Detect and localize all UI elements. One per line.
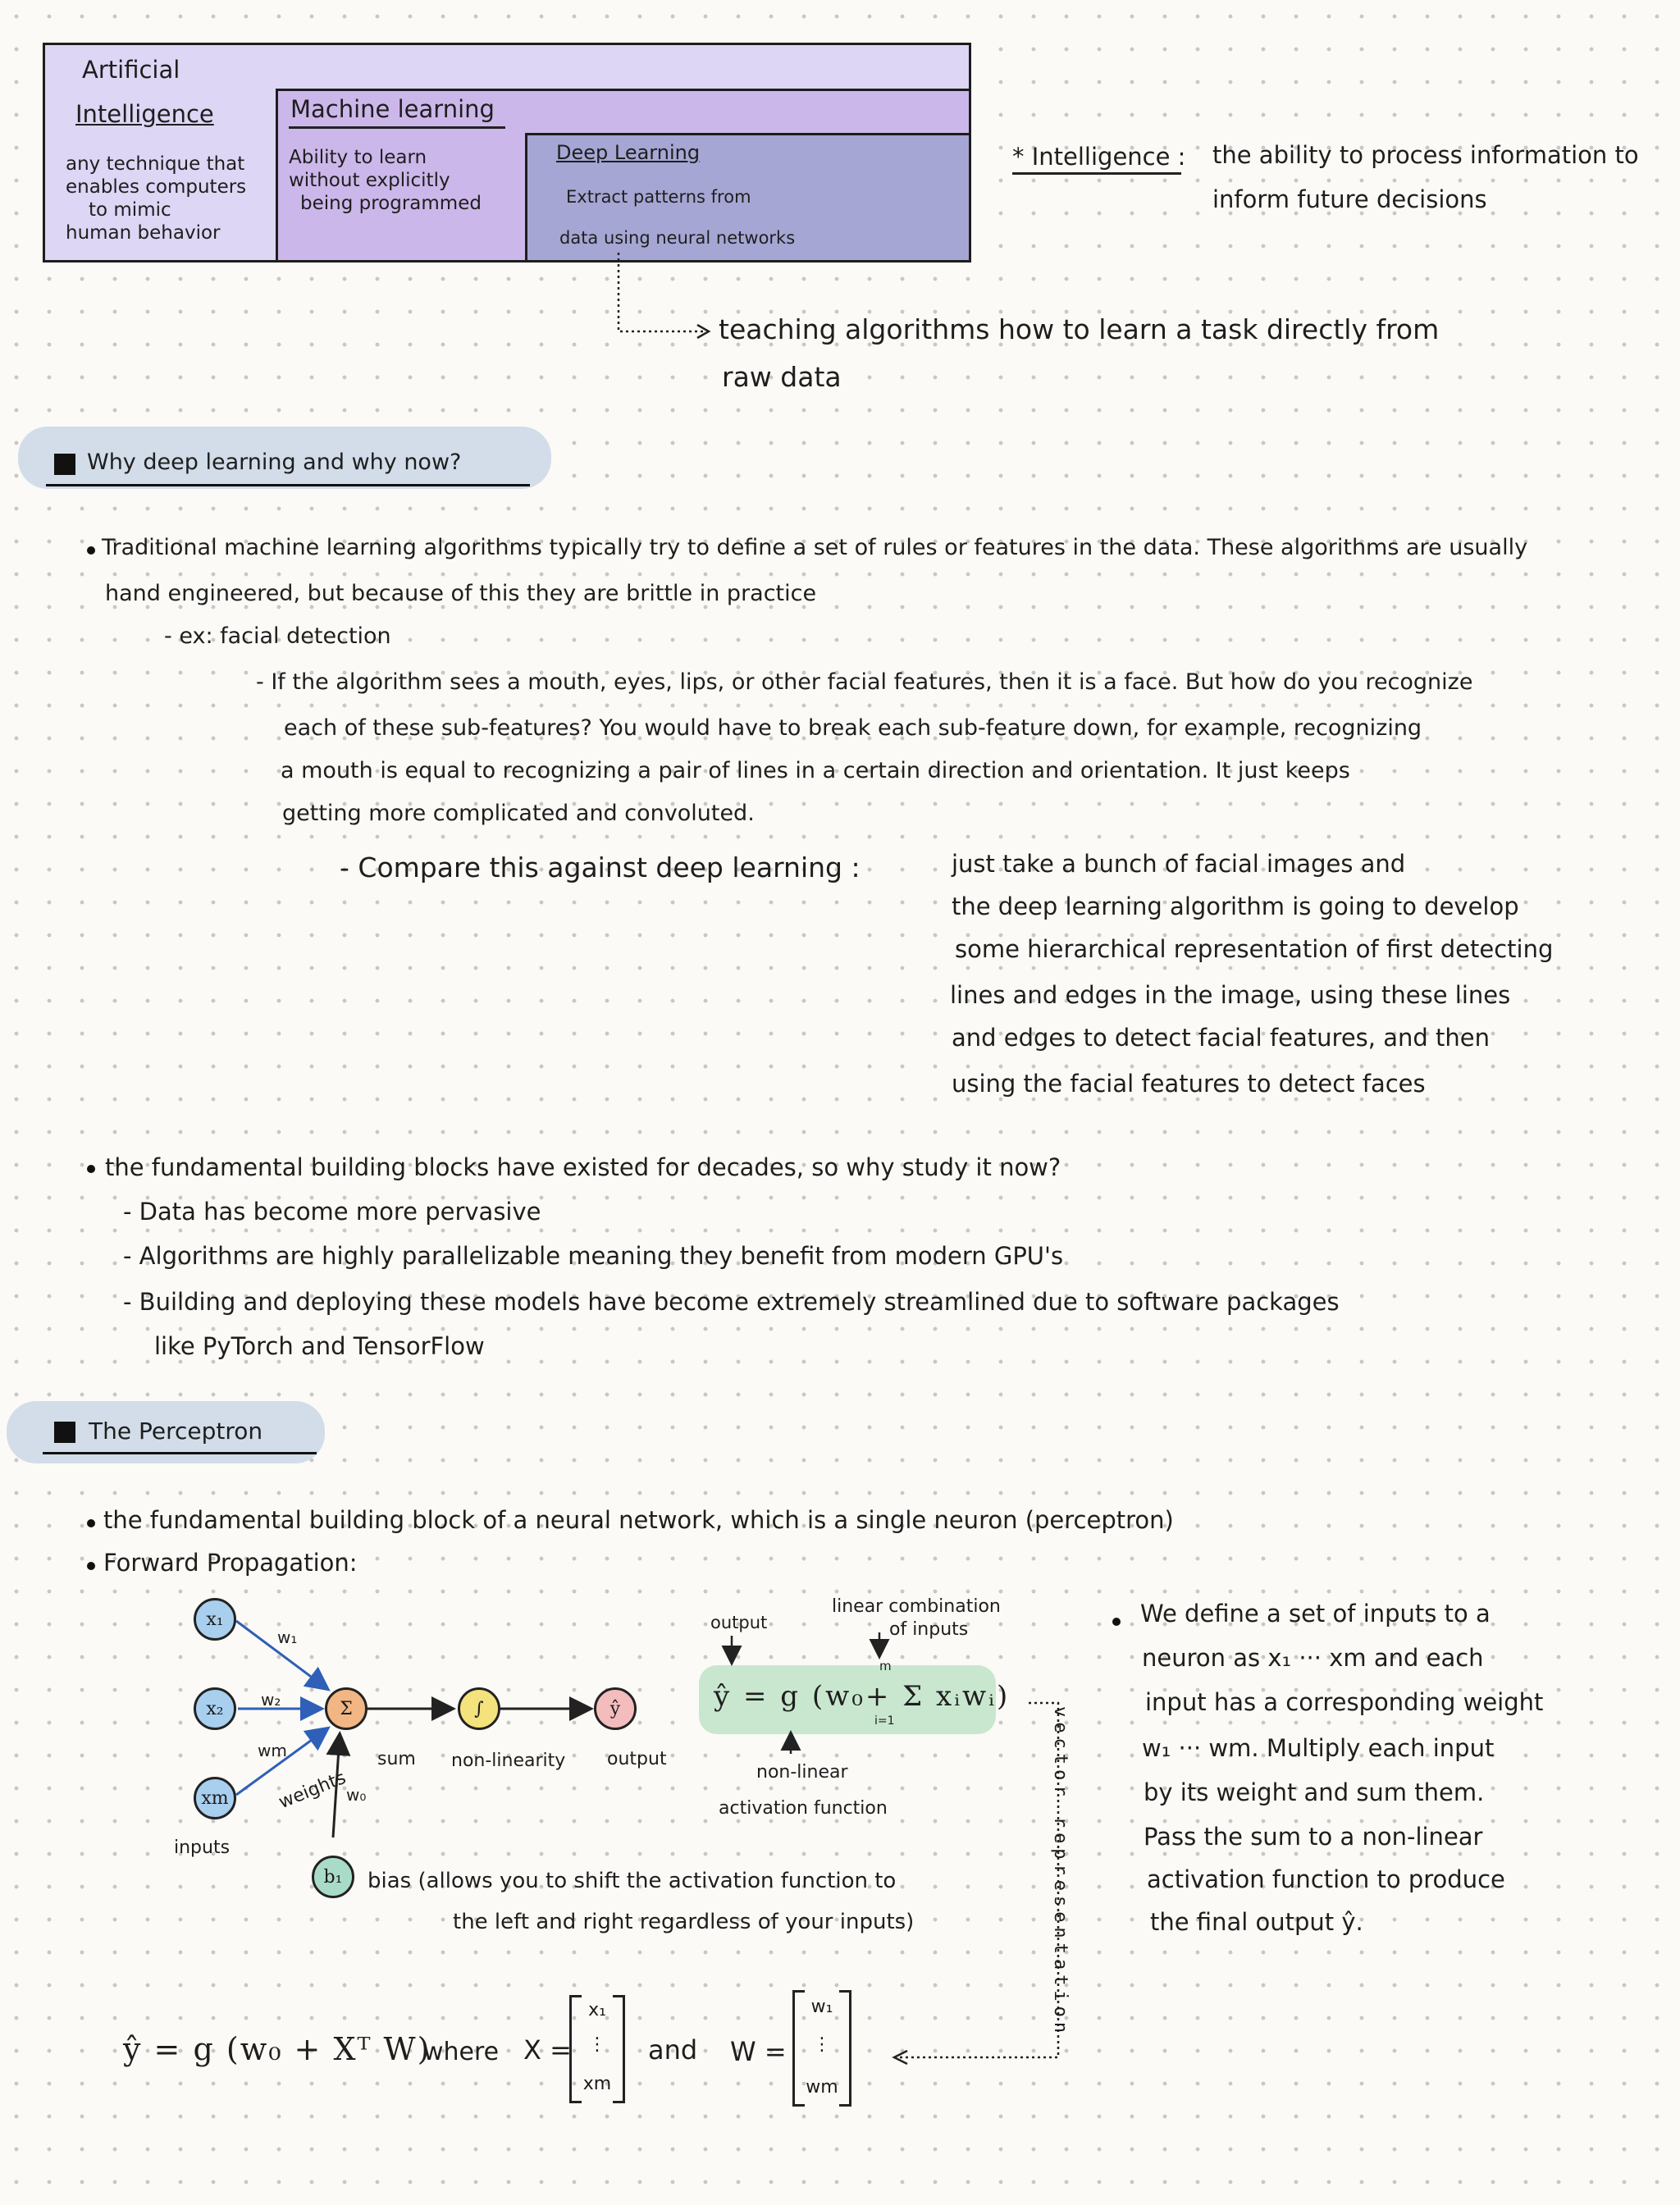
ai-title-2: Intelligence (75, 100, 214, 128)
s1-compare-line-1: just take a bunch of facial images and (952, 850, 1406, 878)
s1-p2-item-1: - Data has become more pervasive (123, 1198, 541, 1226)
intelligence-text-2: inform future decisions (1212, 185, 1487, 213)
sum-lower-limit: i=1 (874, 1714, 895, 1728)
s1-compare-line-4: lines and edges in the image, using these lines (950, 981, 1511, 1009)
s1-ex-line-4: getting more complicated and convoluted. (282, 801, 755, 826)
perceptron-desc-7: activation function to produce (1147, 1865, 1505, 1893)
where-label: where (423, 2038, 500, 2066)
perceptron-desc-5: by its weight and sum them. (1144, 1778, 1485, 1806)
s1-compare-lead: - Compare this against deep learning : (340, 851, 861, 883)
ml-title-underline (289, 126, 505, 129)
bias-node: b₁ (312, 1856, 354, 1898)
weights-label: weights (276, 1767, 349, 1814)
dl-note-line-2: raw data (722, 361, 842, 393)
dl-title: Deep Learning (556, 141, 701, 164)
s1-compare-line-6: using the facial features to detect faces (952, 1070, 1426, 1098)
s1-ex-line-1: - If the algorithm sees a mouth, eyes, lips, or other facial features, then it is a face. But how do you recognize (256, 669, 1473, 695)
s1-ex-line-2: each of these sub-features? You would have to break each sub-feature down, for example, recognizing (284, 715, 1422, 741)
w-vector-label: W = (730, 2036, 787, 2067)
nonlinearity-label: non-linearity (451, 1751, 566, 1771)
ai-desc (66, 153, 246, 244)
w-entry-dots: ⋮ (813, 2034, 831, 2055)
weight-label-w2: w₂ (261, 1690, 281, 1710)
inputs-label: inputs (174, 1838, 231, 1858)
s1-p2-cont: like PyTorch and TensorFlow (154, 1332, 485, 1360)
eq-activation-label-2: activation function (719, 1798, 888, 1819)
section2-bullet-square (54, 1422, 75, 1443)
s1-ex-line-3: a mouth is equal to recognizing a pair of lines in a certain direction and orientation. It just keeps (281, 758, 1350, 783)
perceptron-desc-6: Pass the sum to a non-linear (1144, 1823, 1483, 1851)
eq-linear-label-2: of inputs (889, 1619, 969, 1640)
perceptron-desc-3: input has a corresponding weight (1145, 1688, 1544, 1716)
and-label: and (648, 2034, 698, 2066)
dl-note-connector (607, 246, 722, 345)
w-entry-m: wm (806, 2077, 838, 2098)
s2-b1: the fundamental building block of a neural network, which is a single neuron (perceptron) (103, 1506, 1174, 1534)
ml-desc (289, 146, 482, 215)
output-label: output (607, 1749, 667, 1769)
section1-rule (46, 484, 530, 486)
s1-compare-line-3: some hierarchical representation of first detecting (955, 935, 1554, 963)
ml-title: Machine learning (290, 95, 495, 123)
perceptron-desc-2: neuron as x₁ ··· xm and each (1142, 1644, 1484, 1672)
ai-desc-line: human behavior (66, 222, 221, 244)
s1-compare-line-2: the deep learning algorithm is going to develop (952, 892, 1519, 920)
eq-activation-label-1: non-linear (756, 1762, 848, 1783)
weight-label-w1: w₁ (277, 1628, 298, 1647)
weight-label-wm: wm (258, 1741, 287, 1760)
x-entry-m: xm (582, 2074, 612, 2094)
w-entry-1: w₁ (810, 1997, 833, 2017)
ml-desc-line: without explicitly (289, 170, 450, 191)
s1-p1-line-2: hand engineered, but because of this they are brittle in practice (105, 581, 817, 606)
ai-desc-line: to mimic (89, 199, 171, 221)
input-node-xm: xm (194, 1777, 236, 1819)
bullet (87, 1519, 95, 1527)
eq-linear-label-1: linear combination (832, 1596, 1001, 1617)
section1-title: Why deep learning and why now? (87, 450, 462, 475)
sum-label: sum (377, 1749, 416, 1769)
bias-note-2: the left and right regardless of your inputs) (453, 1910, 915, 1934)
ai-desc-line: enables computers (66, 176, 247, 198)
perceptron-desc-8: the final output ŷ. (1150, 1908, 1363, 1936)
output-node: ŷ (594, 1687, 637, 1730)
section2-rule (43, 1452, 317, 1454)
bias-note-1: bias (allows you to shift the activation function to (368, 1869, 897, 1893)
x-entry-1: x₁ (588, 2000, 606, 2020)
ml-desc-line: being programmed (300, 193, 482, 214)
x-entry-dots: ⋮ (588, 2034, 606, 2055)
s1-example: - ex: facial detection (164, 623, 391, 649)
dl-note-line-1: teaching algorithms how to learn a task directly from (719, 313, 1440, 345)
s2-b2: Forward Propagation: (103, 1549, 358, 1577)
s1-compare-line-5: and edges to detect facial features, and then (952, 1024, 1490, 1052)
intelligence-underline (1012, 172, 1181, 175)
input-node-x2: x₂ (194, 1687, 236, 1730)
sum-upper-limit: m (879, 1659, 892, 1673)
section1-bullet-square (54, 454, 75, 475)
x-vector-label: X = (523, 2034, 572, 2066)
s1-p2-item-3: - Building and deploying these models have become extremely streamlined due to software packages (123, 1288, 1340, 1316)
perceptron-desc-4: w₁ ··· wm. Multiply each input (1142, 1734, 1495, 1762)
bullet (1112, 1618, 1121, 1626)
s1-p2-item-2: - Algorithms are highly parallelizable meaning they benefit from modern GPU's (123, 1242, 1064, 1270)
s1-p1-line-1: Traditional machine learning algorithms typically try to define a set of rules or features in the data. These algorithms are usually (102, 535, 1528, 560)
ai-desc-line: any technique that (66, 153, 245, 175)
perceptron-desc-1: We define a set of inputs to a (1140, 1600, 1491, 1628)
input-node-x1: x₁ (194, 1598, 236, 1641)
intelligence-text-1: the ability to process information to (1212, 141, 1639, 169)
bullet (87, 1165, 95, 1173)
bullet (87, 546, 95, 555)
vector-representation-label: vector representation (1050, 1706, 1071, 2038)
dl-desc-2: data using neural networks (559, 228, 796, 248)
ml-desc-line: Ability to learn (289, 147, 427, 168)
bullet (87, 1562, 95, 1570)
intelligence-label: * Intelligence : (1012, 143, 1186, 171)
ai-title-1: Artificial (82, 56, 180, 84)
dl-desc-1: Extract patterns from (566, 187, 751, 207)
activation-node: ∫ (458, 1687, 500, 1730)
bias-weight-label-w0: w₀ (346, 1785, 367, 1805)
section2-title: The Perceptron (89, 1418, 263, 1445)
s1-p2: the fundamental building blocks have existed for decades, so why study it now? (105, 1153, 1061, 1181)
vector-equation: ŷ = g (w₀ + Xᵀ W) (123, 2031, 431, 2067)
w-vector-matrix (792, 1990, 851, 2107)
perceptron-equation: ŷ = g (w₀+ Σ xᵢwᵢ) (714, 1680, 1011, 1713)
x-vector-matrix (569, 1995, 625, 2103)
sum-node: Σ (325, 1687, 368, 1730)
eq-output-label: output (710, 1613, 768, 1632)
